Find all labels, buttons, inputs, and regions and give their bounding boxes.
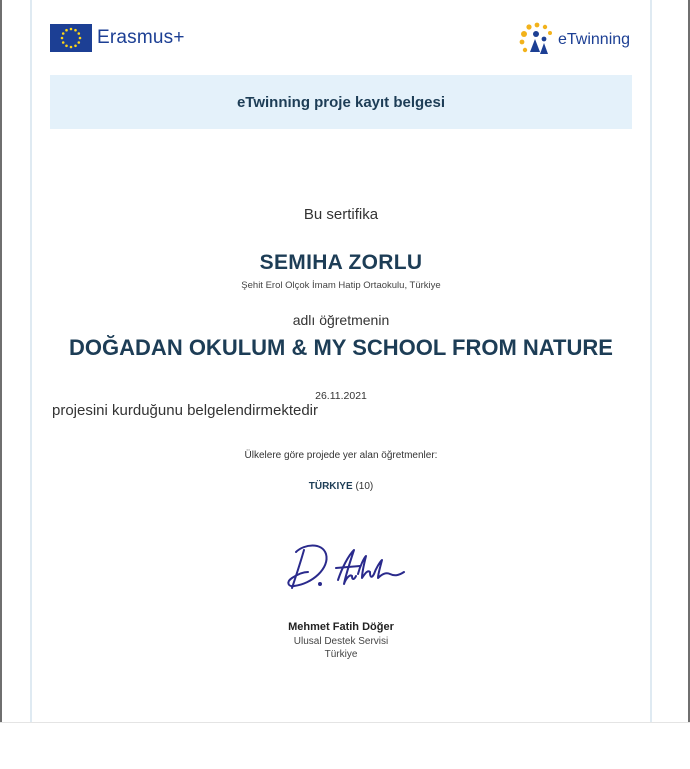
erasmus-wordmark: Erasmus+ (97, 27, 185, 48)
certificate-intro: Bu sertifika (303, 206, 379, 223)
certificate-title-band (50, 75, 632, 129)
certificate-title: eTwinning proje kayıt belgesi (236, 93, 446, 111)
page-bottom-area (0, 722, 690, 769)
etwinning-wordmark: eTwinning (558, 31, 631, 48)
erasmus-logo (50, 24, 185, 52)
country-entry (50, 481, 632, 492)
countries-label: Ülkelere göre projede yer alan öğretmenler: (244, 450, 438, 461)
project-date: 26.11.2021 (315, 390, 367, 402)
signatory-country: Türkiye (324, 649, 358, 660)
country-count: (10) (355, 481, 374, 492)
signatory-name: Mehmet Fatih Döğer (288, 621, 394, 633)
viewer-left-border (0, 0, 2, 722)
etwinning-stars-icon (516, 22, 558, 58)
school-name: Şehit Erol Olçok İmam Hatip Ortaokulu, Türkiye (241, 280, 441, 291)
project-name: DOĞADAN OKULUM & MY SCHOOL FROM NATURE (69, 335, 613, 360)
teacher-phrase: adlı öğretmenin (292, 312, 390, 328)
certification-line: projesini kurduğunu belgelendirmektedir (52, 402, 318, 419)
teacher-name: SEMIHA ZORLU (259, 251, 423, 274)
country-name: TÜRKIYE (308, 481, 353, 492)
signatory-role: Ulusal Destek Servisi (293, 636, 389, 647)
eu-flag-icon (50, 24, 92, 52)
etwinning-logo (516, 22, 630, 58)
handwritten-signature (282, 532, 412, 602)
